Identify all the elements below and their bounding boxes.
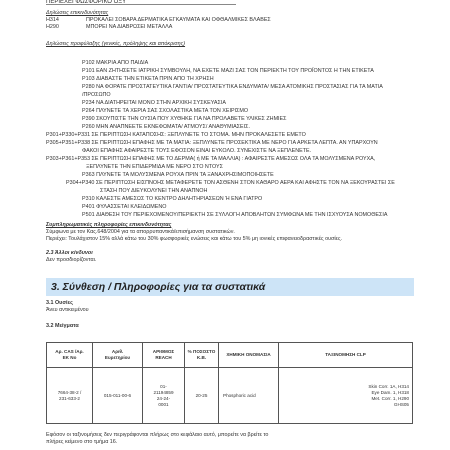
col-percent: % ΠΟΣΟΣΤΟ Κ.Β. [185, 343, 219, 368]
header-divider [46, 4, 236, 5]
other-hazards-text: Δεν προσδιορίζονται. [46, 257, 97, 263]
cell-percent: 20-25 [185, 368, 219, 424]
col-reach: ΑΡΙΘΜΟΣ REACH [143, 343, 185, 368]
precaution-line: /ΠΡΟΣΩΠΟ [82, 92, 111, 98]
table-header-row [47, 343, 413, 368]
precaution-line: P310 ΚΑΛΕΣΤΕ ΑΜΕΣΩΣ ΤΟ ΚΕΝΤΡΟ ΔΗΛΗΤΗΡΙΑΣΕΩΝ Ή ΕΝΑ ΓΙΑΤΡΟ [82, 196, 263, 202]
table-row [47, 368, 413, 424]
supplementary-line: Σύμφωνα με τον Κας.648/2004 για τα απορρυπαντικά/επισήμανση συστατικών. [46, 229, 235, 235]
cell-reach: 01- 21194859 24-24- 0001 [143, 368, 185, 424]
hazard-text: ΠΡΟΚΑΛΕΙ ΣΟΒΑΡΑ ΔΕΡΜΑΤΙΚΑ ΕΓΚΑΥΜΑΤΑ ΚΑΙ ΟΦΘΑΛΜΙΚΕΣ ΒΛΑΒΕΣ [86, 17, 271, 23]
substances-heading: 3.1 Ουσίες [46, 300, 73, 306]
precaution-heading: Δηλώσεις προφύλαξης (γενικές, πρόληψης και απόκρισης) [46, 41, 186, 47]
precaution-line: P101 ΕΑΝ ΖΗΤΗΣΕΤΕ ΙΑΤΡΙΚΗ ΣΥΜΒΟΥΛΗ, ΝΑ ΕΧΕΤΕ ΜΑΖΙ ΣΑΣ ΤΟΝ ΠΕΡΙΕΚΤΗ ΤΟΥ ΠΡΟΪΟΝΤΟΣ Η ΤΗΝ ΕΤΙΚΕΤΑ [82, 68, 374, 74]
precaution-line: P301+P330+P331 ΣΕ ΠΕΡΙΠΤΩΣΗ ΚΑΤΑΠΟΣΗΣ: ΞΕΠΛΥΝΕΤΕ ΤΟ ΣΤΟΜΑ. ΜΗΝ ΠΡΟΚΑΛΕΣΕΤΕ ΕΜΕΤΟ [46, 132, 306, 138]
precaution-line: P102 ΜΑΚΡΙΑ ΑΠΟ ΠΑΙΔΙΑ [82, 60, 149, 66]
precaution-line: P401 ΦΥΛΑΣΣΕΤΑΙ ΚΛΕΙΔΩΜΕΝΟ [82, 204, 167, 210]
precaution-line: P390 ΣΚΟΥΠΙΣΤΕ ΤΗΝ ΟΥΣΙΑ ΠΟΥ ΧΥΘΗΚΕ ΓΙΑ ΝΑ ΠΡΟΛΑΒΕΤΕ ΥΛΙΚΕΣ ΖΗΜΙΕΣ [82, 116, 287, 122]
precaution-line: P280 ΝΑ ΦΟΡΑΤΕ ΠΡΟΣΤΑΤΕΥΤΙΚΑ ΓΑΝΤΙΑ/ ΠΡΟΣΤΑΤΕΥΤΙΚΑ ΕΝΔΥΜΑΤΑ/ ΜΕΣΑ ΑΤΟΜΙΚΗΣ ΠΡΟΣΤΑΣΙΑΣ ΓΙΑ ΤΑ ΜΑΤΙΑ [82, 84, 383, 90]
other-hazards-heading: 2.3 Άλλοι κίνδυνοι [46, 250, 93, 256]
col-name: ΧΗΜΙΚΗ ΟΝΟΜΑΣΙΑ [219, 343, 279, 368]
col-index: Αριθ. Ευρετηρίου [93, 343, 143, 368]
composition-table [46, 342, 413, 424]
col-clp: ΤΑΞΙΝΟΜΗΣΗ CLP [279, 343, 413, 368]
substances-text: Άνευ αντικειμένου [46, 307, 89, 313]
supplementary-heading: Συμπληρωματικές πληροφορίες επικινδυνότητας [46, 222, 172, 228]
precaution-line: P303+P361+P353 ΣΕ ΠΕΡΙΠΤΩΣΗ ΕΠΑΦΗΣ ΜΕ ΤΟ ΔΕΡΜΑ( ή ΜΕ ΤΑ ΜΑΛΛΙΑ) : ΑΦΑΙΡΕΣΤΕ ΑΜΕΣΩΣ ΟΛΑ ΤΑ ΜΟΛΥΣΜΕΝΑ ΡΟΥΧΑ, [46, 156, 376, 162]
hazard-code: H314 [46, 17, 59, 23]
cell-index: 015-011-00-6 [93, 368, 143, 424]
precaution-line: P305+P351+P338 ΣΕ ΠΕΡΙΠΤΩΣΗ ΕΠΑΦΗΣ ΜΕ ΤΑ ΜΑΤΙΑ: ΞΕΠΛΥΝΕΤΕ ΠΡΟΣΕΚΤΙΚΑ ΜΕ ΝΕΡΟ ΓΙΑ ΑΡΚΕΤΑ ΛΕΠΤΑ. ΑΝ ΥΠΑΡΧΟΥΝ [46, 140, 378, 146]
precaution-line: P234 ΝΑ ΔΙΑΤΗΡΕΙΤΑΙ ΜΟΝΟ ΣΤΗΝ ΑΡΧΙΚΗ ΣΥΣΚΕΥΑΣΙΑ [82, 100, 226, 106]
precaution-line: ΦΑΚΟΙ ΕΠΑΦΗΣ ΑΦΑΙΡΕΣΤΕ ΤΟΥΣ ΕΦΟΣΟΝ ΕΙΝΑΙ ΕΥΚΟΛΟ. ΣΥΝΕΧΙΣΤΕ ΝΑ ΞΕΠΛΕΝΕΤΕ. [82, 148, 312, 154]
hazard-heading: Δηλώσεις επικινδυνότητας [46, 10, 109, 16]
supplementary-line: Περιέχει: Τουλάχιστον 15% αλλά κάτω του 30% φωσφορικές ενώσεις και κάτω του 5% μη ιονικές επιφανειοδραστικές ουσίες. [46, 236, 343, 242]
precaution-line: P363 ΠΛΥΝΕΤΕ ΤΑ ΜΟΛΥΣΜΕΝΑ ΡΟΥΧΑ ΠΡΙΝ ΤΑ ΞΑΝΑΧΡΗΣΙΜΟΠΟΙΗΣΕΤΕ [82, 172, 274, 178]
section-3-header [46, 278, 414, 296]
col-cas: Αρ. CAS /Αρ. ΕΚ Νο [47, 343, 93, 368]
precaution-line: ΣΤΑΣΗ ΠΟΥ ΔΙΕΥΚΟΛΥΝΕΙ ΤΗΝ ΑΝΑΠΝΟΗ [100, 188, 208, 194]
footer-line: Εφόσον οι ταξινομήσεις δεν περιγράφονται πλήρως στο κεφάλαιο αυτό, μπορείτε να βρείτε το [46, 432, 269, 438]
hazard-code: H290 [46, 24, 59, 30]
cell-name: Phosphoric acid [219, 368, 279, 424]
precaution-line: P103 ΔΙΑΒΑΣΤΕ ΤΗΝ ΕΤΙΚΕΤΑ ΠΡΙΝ ΑΠΟ ΤΗ ΧΡΗΣΗ [82, 76, 214, 82]
section-3-title: 3. Σύνθεση / Πληροφορίες για τα συστατικά [51, 281, 266, 293]
precaution-line: P260 ΜΗΝ ΑΝΑΠΝΕΕΤΕ ΕΚΝΕΦΩΜΑΤΑ/ ΑΤΜΟΥΣ/ ΑΝΑΘΥΜΙΑΣΕΙΣ. [82, 124, 250, 130]
footer-line: πλήρες κείμενο στο τμήμα 16. [46, 439, 118, 445]
header-title: ΠΕΡΙΕΧΕΙ ΦΩΣΦΟΡΙΚΟ ΟΞΥ [46, 0, 127, 5]
precaution-line: P501 ΔΙΑΘΕΣΗ ΤΟΥ ΠΕΡΙΕΧΟΜΕΝΟΥ/ΠΕΡΙΕΚΤΗ ΣΕ ΣΥΛΛΟΓΗ ΑΠΟΒΛΗΤΩΝ ΣΥΜΦΩΝΑ ΜΕ ΤΗΝ ΙΣΧΥΟΥΣΑ ΝΟΜΟΘΕΣΙΑ [82, 212, 388, 218]
precaution-line: P264 ΠΛΥΝΕΤΕ ΤΑ ΧΕΡΙΑ ΣΑΣ ΣΧΟΛΑΣΤΙΚΑ ΜΕΤΑ ΤΟΝ ΧΕΙΡΙΣΜΟ [82, 108, 249, 114]
hazard-text: ΜΠΟΡΕΙ ΝΑ ΔΙΑΒΡΩΣΕΙ ΜΕΤΑΛΛΑ [86, 24, 173, 30]
precaution-line: ΞΕΠΛΥΝΕΤΕ ΤΗΝ ΕΠΙΔΕΡΜΙΔΑ ΜΕ ΝΕΡΟ ΣΤΟ ΝΤΟΥΣ [86, 164, 223, 170]
mixtures-heading: 3.2 Μείγματα [46, 323, 79, 329]
precaution-line: P304+P340 ΣΕ ΠΕΡΙΠΤΩΣΗ ΕΙΣΠΝΟΗΣ ΜΕΤΑΦΕΡΕΤΕ ΤΟΝ ΑΣΘΕΝΗ ΣΤΟΝ ΚΑΘΑΡΟ ΑΕΡΑ ΚΑΙ ΑΦΗΣΤΕ ΤΟΝ ΝΑ ΞΕΚΟΥΡΑΣΤΕΙ ΣΕ [66, 180, 395, 186]
cell-clp: Skin Corr. 1A, H314 Eye Dam. 1, H318 Met. Corr. 1, H290 GHS05 [279, 368, 413, 424]
cell-cas: 7664-38-2 / 231-633-2 [47, 368, 93, 424]
